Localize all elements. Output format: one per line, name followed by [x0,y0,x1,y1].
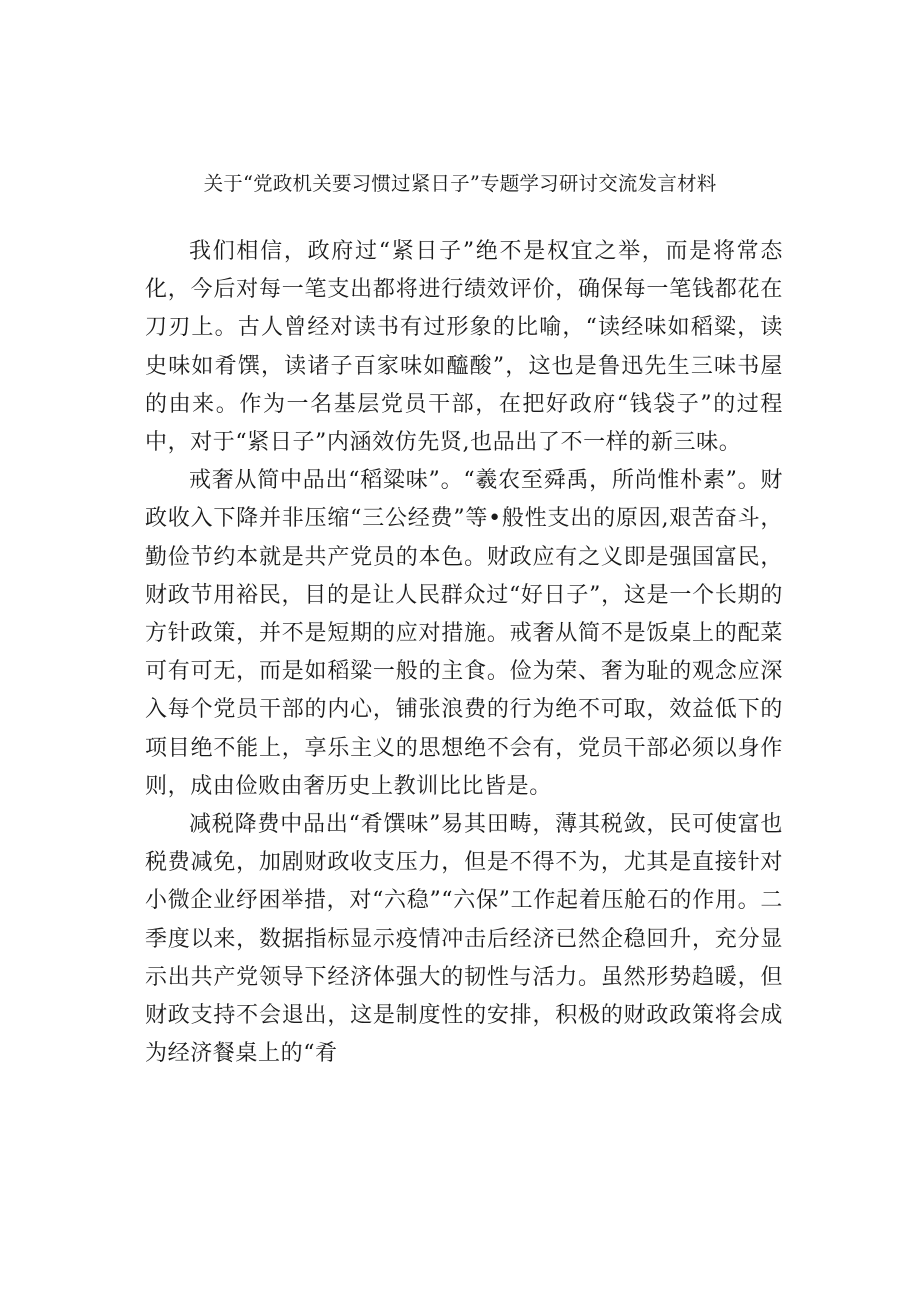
paragraph-tax-reduction: 减税降费中品出“肴馔味”易其田畴，薄其税敛，民可使富也税费减免，加剧财政收支压力，但是不得不为，尤其是直接针对小微企业纾困举措，对“六稳”“六保”工作起着压舱石的作用。二季度以来，数据指标显示疫情冲击后经济已然企稳回升，充分显示出共产党领导下经济体强大的韧性与活力。虽然形势趋暖，但财政支持不会退出，这是制度性的安排，积极的财政政策将会成为经济餐桌上的“肴 [145,812,783,1067]
paragraph-intro: 我们相信，政府过“紧日子”绝不是权宜之举，而是将常态化，今后对每一笔支出都将进行绩效评价，确保每一笔钱都花在刀刃上。古人曾经对读书有过形象的比喻，“读经味如稻粱，读史味如肴馔，读诸子百家味如醯酸”，这也是鲁迅先生三味书屋的由来。作为一名基层党员干部，在把好政府“钱袋子”的过程中，对于“紧日子”内涵效仿先贤,也品出了不一样的新三味。 [145,239,783,456]
document-title: 关于“党政机关要习惯过紧日子”专题学习研讨交流发言材料 [203,172,717,195]
document-body [145,233,783,1073]
paragraph-frugality: 戒奢从简中品出“稻粱味”。“羲农至舜禹，所尚惟朴素”。财政收入下降并非压缩“三公经费”等•般性支出的原因,艰苦奋斗，勤俭节约本就是共产党员的本色。财政应有之义即是强国富民，财政节用裕民，目的是让人民群众过“好日子”，这是一个长期的方针政策，并不是短期的应对措施。戒奢从简不是饭桌上的配菜可有可无，而是如稻粱一般的主食。俭为荣、奢为耻的观念应深入每个党员干部的内心，铺张浪费的行为绝不可取，效益低下的项目绝不能上，享乐主义的思想绝不会有，党员干部必须以身作则，成由俭败由奢历史上教训比比皆是。 [145,468,783,799]
